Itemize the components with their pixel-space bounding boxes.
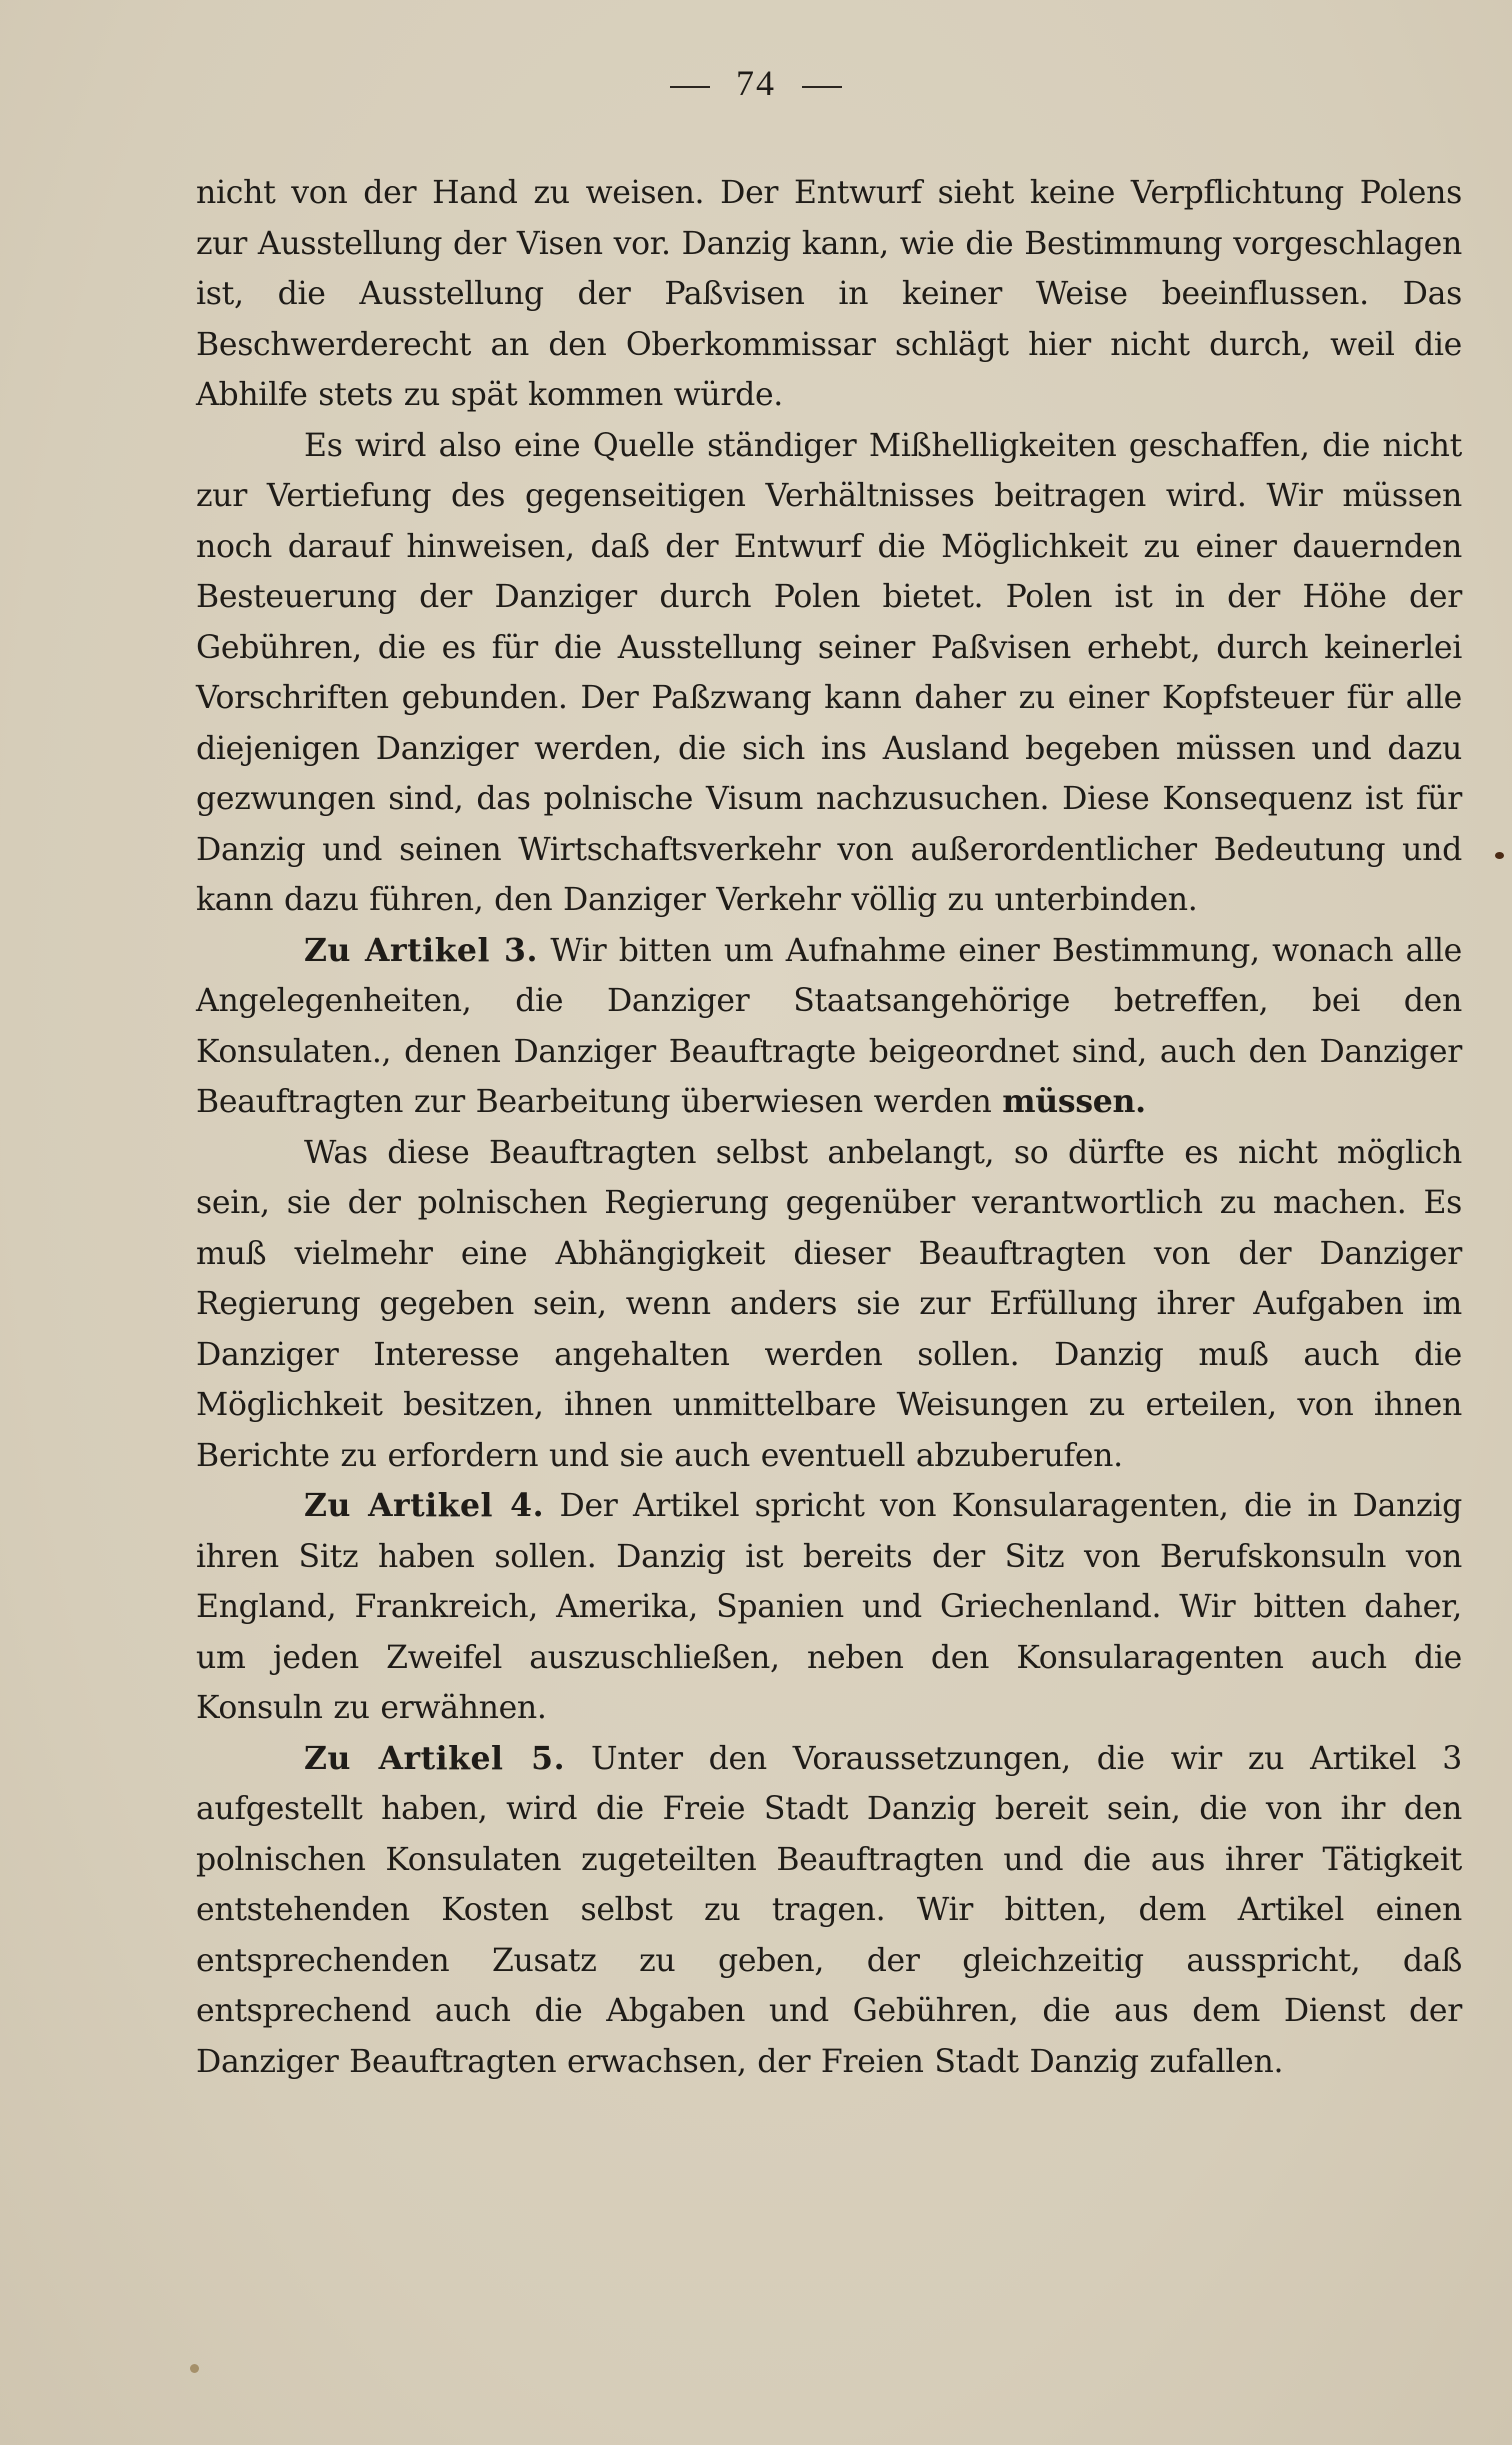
paragraph-article-3: [196, 926, 1462, 1128]
dash-right: [802, 86, 842, 88]
paragraph-beauftragte: [196, 1128, 1462, 1482]
paragraph-text: Es wird also eine Quelle ständiger Mißhelligkeiten geschaffen, die nicht zur Vertiefung des gegenseitigen Verhältnisses beitragen wird. Wir müssen noch darauf hinweisen, daß der Entwurf die Möglichkeit zu einer dauernden Besteuerung der Danziger durch Polen bietet. Polen ist in der Höhe der Gebühren, die es für die Ausstellung seiner Paßvisen erhebt, durch keinerlei Vorschriften gebunden. Der Paßzwang kann daher zu einer Kopfsteuer für alle diejenigen Danziger werden, die sich ins Ausland begeben müssen und dazu gezwungen sind, das polnische Visum nachzusuchen. Diese Konsequenz ist für Danzig und seinen Wirtschaftsverkehr von außerordentlicher Bedeutung und kann dazu führen, den Danziger Verkehr völlig zu unterbinden.: [196, 427, 1462, 918]
article-heading: Zu Artikel 4.: [304, 1487, 545, 1524]
ink-speck: [1495, 852, 1504, 859]
paragraph-text: nicht von der Hand zu weisen. Der Entwurf sieht keine Verpflichtung Polens zur Ausstellung der Visen vor. Danzig kann, wie die Bestimmung vorgeschlagen ist, die Ausstellung der Paßvisen in keiner Weise beeinflussen. Das Beschwerderecht an den Oberkommissar schlägt hier nicht durch, weil die Abhilfe stets zu spät kommen würde.: [196, 175, 1462, 413]
paragraph-text: Wir bitten um Aufnahme einer Bestimmung, wonach alle Angelegenheiten, die Danziger Staatsangehörige betreffen, bei den Konsulaten., denen Danziger Beauftragte beigeordnet sind, auch den Danziger Beauftragten zur Bearbeitung überwiesen werden: [196, 932, 1463, 1120]
paragraph-text: Was diese Beauftragten selbst anbelangt, so dürfte es nicht möglich sein, sie der polnischen Regierung gegenüber verantwortlich zu machen. Es muß vielmehr eine Abhängigkeit dieser Beauftragten von der Danziger Regierung gegeben sein, wenn anders sie zur Erfüllung ihrer Aufgaben im Danziger Interesse angehalten werden sollen. Danzig muß auch die Möglichkeit besitzen, ihnen unmittelbare Weisungen zu erteilen, von ihnen Berichte zu erfordern und sie auch eventuell abzuberufen.: [196, 1134, 1462, 1474]
emphasized-word: müssen.: [1002, 1083, 1146, 1120]
paragraph-continuation: [196, 168, 1462, 421]
paper-stain: [190, 2364, 199, 2373]
paragraph-article-5: [196, 1734, 1462, 2088]
article-heading: Zu Artikel 3.: [304, 931, 538, 969]
page-number-value: 74: [736, 63, 776, 103]
paragraph-text: Unter den Voraussetzungen, die wir zu Artikel 3 aufgestellt haben, wird die Freie Stadt Danzig bereit sein, die von ihr den polnischen Konsulaten zugeteilten Beauftragten und die aus ihrer Tätigkeit entstehenden Kosten selbst zu tragen. Wir bitten, dem Artikel einen entsprechenden Zusatz zu geben, der gleichzeitig ausspricht, daß entsprechend auch die Abgaben und Gebühren, die aus dem Dienst der Danziger Beauftragten erwachsen, der Freien Stadt Danzig zufallen.: [196, 1740, 1462, 2080]
paragraph-consequences: [196, 421, 1462, 926]
page-number: [0, 62, 1512, 104]
paragraph-article-4: [196, 1481, 1462, 1734]
article-heading: Zu Artikel 5.: [304, 1739, 566, 1777]
document-body: [196, 168, 1462, 2087]
paragraph-text: Der Artikel spricht von Konsularagenten, die in Danzig ihren Sitz haben sollen. Danzig ist bereits der Sitz von Berufskonsuln von England, Frankreich, Amerika, Spanien und Griechenland. Wir bitten daher, um jeden Zweifel auszuschließen, neben den Konsularagenten auch die Konsuln zu erwähnen.: [196, 1488, 1462, 1726]
dash-left: [670, 86, 710, 88]
